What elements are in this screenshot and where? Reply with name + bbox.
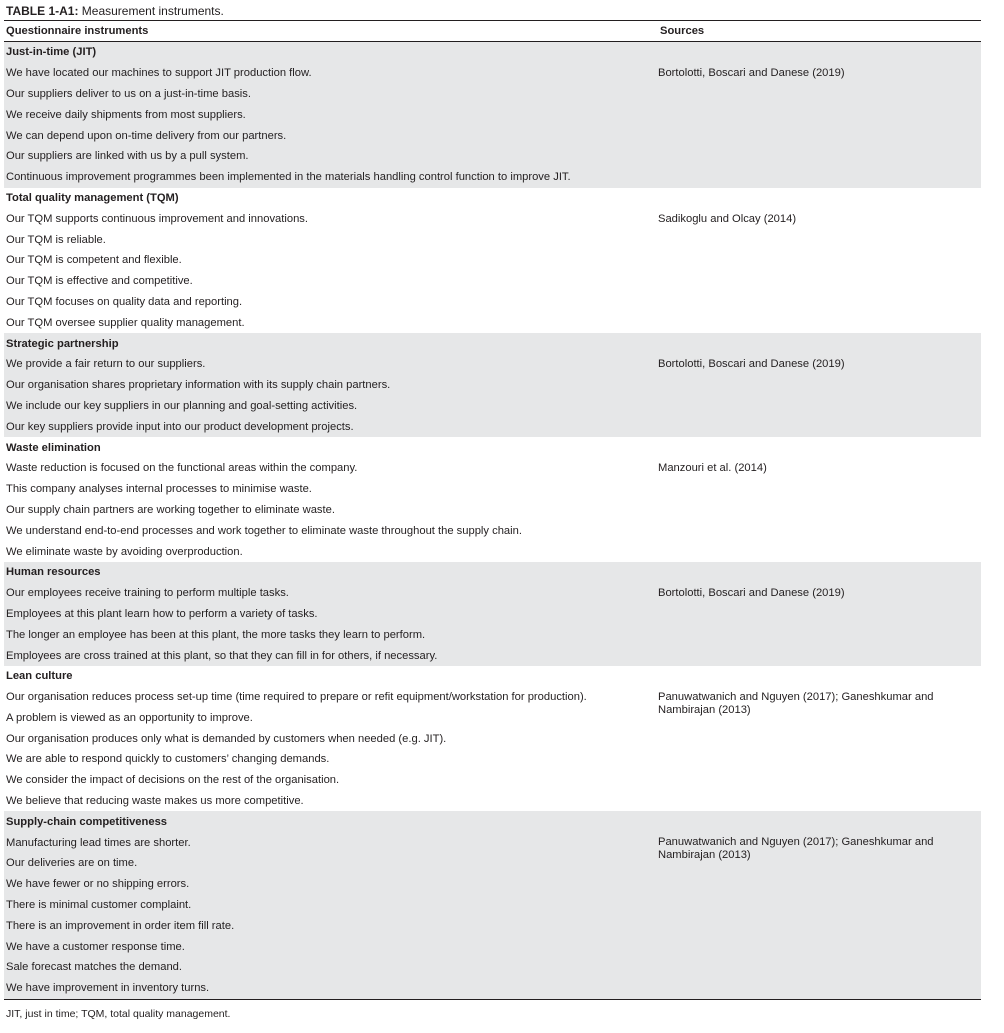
section-6 bbox=[4, 811, 981, 998]
instrument-item: A problem is viewed as an opportunity to improve. bbox=[6, 711, 253, 724]
instrument-item: Our organisation produces only what is demanded by customers when needed (e.g. JIT). bbox=[6, 732, 447, 745]
section-title-row bbox=[4, 333, 981, 354]
header-instruments: Questionnaire instruments bbox=[6, 25, 149, 37]
section-title-row bbox=[4, 188, 981, 209]
instrument-item: Our suppliers deliver to us on a just-in-time basis. bbox=[6, 87, 251, 100]
instrument-item: The longer an employee has been at this plant, the more tasks they learn to perform. bbox=[6, 628, 426, 641]
instrument-item: We have improvement in inventory turns. bbox=[6, 982, 210, 995]
section-title: Supply-chain competitiveness bbox=[6, 815, 168, 828]
instrument-item: Our TQM is competent and flexible. bbox=[6, 254, 182, 267]
table-row bbox=[4, 791, 981, 812]
table-row bbox=[4, 271, 981, 292]
source-cell: Bortolotti, Boscari and Danese (2019) bbox=[658, 67, 845, 79]
instrument-item: Our organisation shares proprietary information with its supply chain partners. bbox=[6, 379, 391, 392]
instrument-item: We believe that reducing waste makes us more competitive. bbox=[6, 795, 304, 808]
table-row bbox=[4, 749, 981, 770]
table-row bbox=[4, 229, 981, 250]
section-title: Total quality management (TQM) bbox=[6, 191, 179, 204]
instrument-item: We have fewer or no shipping errors. bbox=[6, 878, 190, 891]
table-row bbox=[4, 604, 981, 625]
table-row bbox=[4, 292, 981, 313]
section-5 bbox=[4, 666, 981, 812]
section-1 bbox=[4, 188, 981, 334]
instrument-item: We include our key suppliers in our planning and goal-setting activities. bbox=[6, 399, 358, 412]
instrument-item: Continuous improvement programmes been implemented in the materials handling control function to improve JIT. bbox=[6, 171, 571, 184]
table-row bbox=[4, 978, 981, 999]
table-row bbox=[4, 500, 981, 521]
section-title: Strategic partnership bbox=[6, 337, 119, 350]
instrument-item: Our employees receive training to perform multiple tasks. bbox=[6, 587, 289, 600]
section-3 bbox=[4, 437, 981, 562]
instrument-item: Our TQM is effective and competitive. bbox=[6, 275, 193, 288]
instrument-item: We consider the impact of decisions on the rest of the organisation. bbox=[6, 774, 340, 787]
instrument-item: Sale forecast matches the demand. bbox=[6, 961, 182, 974]
instrument-item: We have located our machines to support JIT production flow. bbox=[6, 67, 312, 80]
section-title: Just-in-time (JIT) bbox=[6, 46, 97, 59]
instrument-item: Our TQM focuses on quality data and reporting. bbox=[6, 295, 243, 308]
table-row bbox=[4, 957, 981, 978]
section-4 bbox=[4, 562, 981, 666]
table-row bbox=[4, 146, 981, 167]
table-row bbox=[4, 312, 981, 333]
instrument-item: Manufacturing lead times are shorter. bbox=[6, 836, 191, 849]
table-row bbox=[4, 936, 981, 957]
table-row bbox=[4, 416, 981, 437]
caption-label: TABLE 1-A1: bbox=[6, 4, 79, 18]
instrument-item: There is an improvement in order item fill rate. bbox=[6, 919, 235, 932]
section-0 bbox=[4, 42, 981, 188]
section-2 bbox=[4, 333, 981, 437]
instrument-item: Employees at this plant learn how to perform a variety of tasks. bbox=[6, 607, 318, 620]
instrument-item: Our suppliers are linked with us by a pull system. bbox=[6, 150, 249, 163]
instrument-item: Our TQM oversee supplier quality management. bbox=[6, 316, 245, 329]
instrument-item: We have a customer response time. bbox=[6, 940, 185, 953]
instrument-item: Our key suppliers provide input into our product development projects. bbox=[6, 420, 354, 433]
table-body bbox=[4, 42, 981, 999]
source-cell: Panuwatwanich and Nguyen (2017); Ganeshkumar and Nambirajan (2013) bbox=[658, 836, 934, 862]
source-cell: Bortolotti, Boscari and Danese (2019) bbox=[658, 586, 845, 599]
instrument-item: Our TQM supports continuous improvement and innovations. bbox=[6, 212, 309, 225]
source-cell: Sadikoglu and Olcay (2014) bbox=[658, 212, 797, 225]
measurement-table bbox=[4, 20, 981, 1000]
instrument-item: We receive daily shipments from most suppliers. bbox=[6, 108, 246, 121]
table-row bbox=[4, 541, 981, 562]
source-cell: Manzouri et al. (2014) bbox=[658, 462, 767, 475]
table-row bbox=[4, 624, 981, 645]
instrument-item: Our deliveries are on time. bbox=[6, 857, 138, 870]
table-row bbox=[4, 250, 981, 271]
instrument-item: Employees are cross trained at this plant, so that they can fill in for others, if necessary. bbox=[6, 649, 438, 662]
instrument-item: We understand end-to-end processes and work together to eliminate waste throughout the supply chain. bbox=[6, 524, 522, 537]
table-row bbox=[4, 915, 981, 936]
section-title-row bbox=[4, 562, 981, 583]
table-row bbox=[4, 645, 981, 666]
table-row bbox=[4, 770, 981, 791]
bottom-rule bbox=[4, 999, 981, 1000]
instrument-item: We can depend upon on-time delivery from our partners. bbox=[6, 129, 287, 142]
instrument-item: Waste reduction is focused on the functional areas within the company. bbox=[6, 462, 358, 475]
section-title: Lean culture bbox=[6, 670, 73, 683]
table-row bbox=[4, 479, 981, 500]
section-title-row bbox=[4, 811, 981, 832]
table-row bbox=[4, 728, 981, 749]
table-header bbox=[4, 21, 981, 42]
table-row bbox=[4, 84, 981, 105]
instrument-item: Our TQM is reliable. bbox=[6, 233, 106, 246]
table-row bbox=[4, 520, 981, 541]
instrument-item: Our organisation reduces process set-up time (time required to prepare or refit equipment/workstation for production). bbox=[6, 691, 587, 704]
table-row bbox=[4, 396, 981, 417]
instrument-item: This company analyses internal processes to minimise waste. bbox=[6, 483, 312, 496]
caption-text: Measurement instruments. bbox=[78, 4, 224, 18]
section-title: Human resources bbox=[6, 566, 101, 579]
section-title-row bbox=[4, 42, 981, 63]
instrument-item: Our supply chain partners are working together to eliminate waste. bbox=[6, 503, 335, 516]
section-title: Waste elimination bbox=[6, 441, 101, 454]
instrument-item: There is minimal customer complaint. bbox=[6, 899, 192, 912]
instrument-item: We provide a fair return to our suppliers. bbox=[6, 358, 206, 371]
source-cell: Panuwatwanich and Nguyen (2017); Ganeshkumar and Nambirajan (2013) bbox=[658, 690, 934, 716]
table-row bbox=[4, 874, 981, 895]
source-cell: Bortolotti, Boscari and Danese (2019) bbox=[658, 358, 845, 371]
table-row bbox=[4, 167, 981, 188]
table-caption bbox=[6, 4, 224, 18]
section-title-row bbox=[4, 437, 981, 458]
table-row bbox=[4, 375, 981, 396]
table-row bbox=[4, 104, 981, 125]
section-title-row bbox=[4, 666, 981, 687]
instrument-item: We are able to respond quickly to customers’ changing demands. bbox=[6, 753, 330, 766]
header-sources: Sources bbox=[660, 25, 705, 37]
table-row bbox=[4, 895, 981, 916]
table-row bbox=[4, 125, 981, 146]
table-footnote: JIT, just in time; TQM, total quality management. bbox=[6, 1008, 231, 1020]
instrument-item: We eliminate waste by avoiding overproduction. bbox=[6, 545, 243, 558]
